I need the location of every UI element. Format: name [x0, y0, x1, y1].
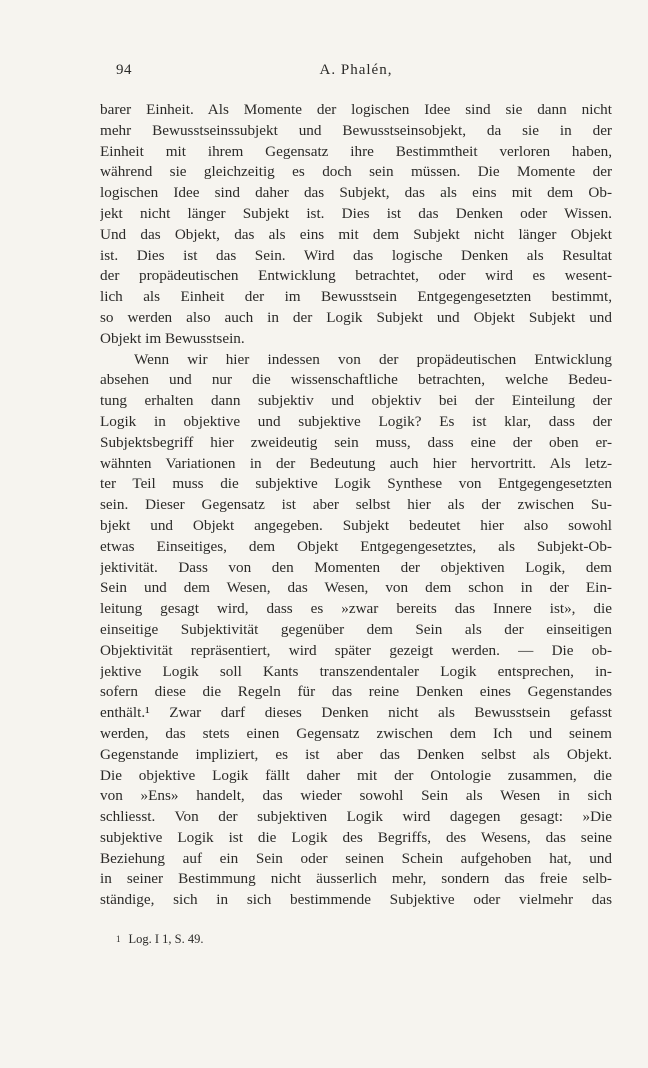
- text-line: logischen Idee sind daher das Subjekt, das als eins mit dem Ob-: [100, 184, 612, 202]
- text-line: lich als Einheit der im Bewusstsein Entgegengesetzten bestimmt,: [100, 288, 612, 306]
- text-line: enthält.¹ Zwar darf dieses Denken nicht als Bewusstsein gefasst: [100, 704, 612, 722]
- text-line: mehr Bewusstseinssubjekt und Bewusstseinsobjekt, da sie in der: [100, 121, 612, 139]
- text-line: wähnten Variationen in der Bedeutung auch hier hervortritt. Als letz-: [100, 454, 612, 472]
- text-line: Und das Objekt, das als eins mit dem Subjekt nicht länger Objekt: [100, 225, 612, 243]
- text-line: Wenn wir hier indessen von der propädeutischen Entwicklung: [134, 350, 612, 368]
- text-line: sein. Dieser Gegensatz ist aber selbst hier als der zwischen Su-: [100, 496, 612, 514]
- text-line: so werden also auch in der Logik Subjekt und Objekt Subjekt und: [100, 308, 612, 326]
- text-line: ter Teil muss die subjektive Logik Synthese von Entgegengesetzten: [100, 475, 612, 493]
- text-line: leitung gesagt wird, dass es »zwar bereits das Innere ist», die: [100, 600, 612, 618]
- text-line: von »Ens» handelt, das wieder sowohl Sein als Wesen in sich: [100, 787, 612, 805]
- footnote: [100, 930, 612, 948]
- text-line: Objekt im Bewusstsein.: [100, 329, 245, 347]
- text-line: ständige, sich in sich bestimmende Subjektive oder vielmehr das: [100, 891, 612, 909]
- text-line: jektivität. Dass von den Momenten der objektiven Logik, dem: [100, 558, 612, 576]
- text-line: der propädeutischen Entwicklung betrachtet, oder wird es wesent-: [100, 267, 612, 285]
- text-line: Die objektive Logik fällt daher mit der Ontologie zusammen, die: [100, 766, 612, 784]
- text-line: etwas Einseitiges, dem Objekt Entgegengesetztes, als Subjekt-Ob-: [100, 537, 612, 555]
- text-line: Logik in objektive und subjektive Logik? Es ist klar, dass der: [100, 412, 612, 430]
- text-line: sofern diese die Regeln für das reine Denken eines Gegenstandes: [100, 683, 612, 701]
- page-header: [100, 62, 612, 86]
- text-line: Beziehung auf ein Sein oder seinen Schein aufgehoben hat, und: [100, 849, 612, 867]
- text-line: subjektive Logik ist die Logik des Begriffs, des Wesens, das seine: [100, 828, 612, 846]
- text-line: Objektivität repräsentiert, wird später gezeigt werden. — Die ob-: [100, 641, 612, 659]
- text-line: barer Einheit. Als Momente der logischen Idee sind sie dann nicht: [100, 101, 612, 118]
- footnote-marker: 1: [116, 934, 121, 944]
- page-number: 94: [116, 62, 132, 78]
- text-line: jektive Logik soll Kants transzendentaler Logik entsprechen, in-: [100, 662, 612, 680]
- footnote-text: Log. I 1, S. 49.: [128, 932, 204, 946]
- text-line: tung erhalten dann subjektiv und objektiv bei der Einteilung der: [100, 392, 612, 410]
- text-line: während sie gleichzeitig es doch sein müssen. Die Momente der: [100, 163, 612, 181]
- text-line: Subjektsbegriff hier zweideutig sein muss, dass eine der oben er-: [100, 433, 612, 451]
- text-line: einseitige Subjektivität gegenüber dem Sein als der einseitigen: [100, 620, 612, 638]
- text-line: in seiner Bestimmung nicht äusserlich mehr, sondern das freie selb-: [100, 870, 612, 888]
- text-line: absehen und nur die wissenschaftliche betrachten, welche Bedeu-: [100, 371, 612, 389]
- text-line: jekt nicht länger Subjekt ist. Dies ist das Denken oder Wissen.: [100, 204, 612, 222]
- text-line: schliesst. Von der subjektiven Logik wird dagegen gesagt: »Die: [100, 808, 612, 826]
- text-line: ist. Dies ist das Sein. Wird das logische Denken als Resultat: [100, 246, 612, 264]
- text-line: Sein und dem Wesen, das Wesen, von dem schon in der Ein-: [100, 579, 612, 597]
- text-line: werden, das stets einen Gegensatz zwischen dem Ich und seinem: [100, 724, 612, 742]
- body-text: [100, 100, 612, 911]
- running-head: A. Phalén,: [319, 62, 393, 78]
- text-line: bjekt und Objekt angegeben. Subjekt bedeutet hier also sowohl: [100, 516, 612, 534]
- text-line: Einheit mit ihrem Gegensatz ihre Bestimmtheit verloren haben,: [100, 142, 612, 160]
- text-line: Gegenstande impliziert, es ist aber das Denken selbst als Objekt.: [100, 745, 612, 763]
